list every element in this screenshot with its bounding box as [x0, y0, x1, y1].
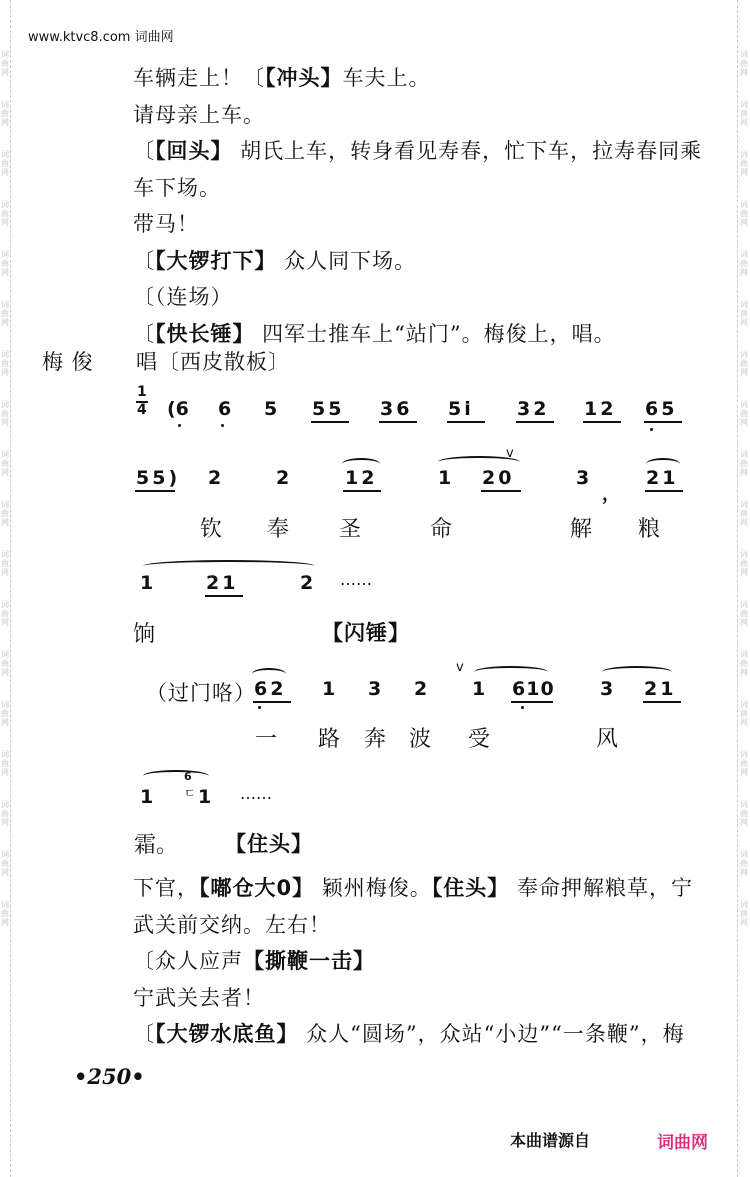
watermark-text: 词 曲 网 — [740, 650, 748, 677]
note-r5-2: 1 — [198, 786, 212, 808]
continuation: …… — [340, 570, 372, 589]
note-r4-4: 2 — [414, 678, 428, 700]
note-r2-7: 3 — [576, 467, 590, 489]
watermark-text: 词 曲 网 — [740, 750, 748, 777]
text-run: 〔 — [133, 1022, 155, 1046]
note-r4-3: 3 — [368, 678, 382, 700]
lyric-char: 命 — [430, 517, 453, 542]
note-r2-3: 2 — [276, 467, 290, 489]
beam — [583, 421, 621, 423]
watermark-text: 词 曲 网 — [1, 850, 9, 877]
grace-note: 6 — [184, 770, 192, 783]
beam — [379, 421, 417, 423]
note-r4-7: 3 — [600, 678, 614, 700]
watermark-text: 词 曲 网 — [1, 400, 9, 427]
page-number: •250• — [74, 1064, 145, 1089]
watermark-text: 词 曲 网 — [1, 800, 9, 827]
text-run: 武关前交纳。左右！ — [133, 912, 331, 937]
note-r1-6: 5i — [448, 398, 474, 420]
text-run: 车辆走上！〔 — [133, 66, 265, 90]
note-r4-2: 1 — [322, 678, 336, 700]
watermark-text: 词 曲 网 — [740, 450, 748, 477]
lyric-char: 风 — [596, 727, 619, 752]
text-run: 四军士推车上“站门”。梅俊上，唱。 — [254, 321, 616, 346]
text-run: 〔（连场） — [133, 285, 233, 309]
watermark-text: 词 曲 网 — [740, 100, 748, 127]
text-run: 下官， — [133, 876, 199, 900]
low-octave-dot — [258, 706, 261, 709]
lyric-char: 粮 — [638, 517, 661, 542]
text-run: 带马！ — [133, 212, 199, 236]
beam — [481, 490, 521, 492]
watermark-text: 词 曲 网 — [740, 250, 748, 277]
text-run: 众人同下场。 — [276, 248, 417, 273]
beam — [343, 490, 381, 492]
lyric-char: 霜。 — [134, 833, 179, 858]
watermark-text: 词 曲 网 — [1, 450, 9, 477]
watermark-text: 词 曲 网 — [1, 750, 9, 777]
percussion-cue: 【住头】 — [225, 832, 313, 856]
note-r1-9: 65 — [645, 398, 678, 420]
note-r4-5: 1 — [472, 678, 486, 700]
watermark-text: 词 曲 网 — [740, 600, 748, 627]
text-run: 胡氏上车，转身看见寿春，忙下车，拉寿春同乘 — [232, 139, 703, 163]
watermark-text: 词 曲 网 — [1, 650, 9, 677]
watermark-text: 词 曲 网 — [1, 100, 9, 127]
watermark-text: 词 曲 网 — [740, 800, 748, 827]
percussion-cue: 【回头】 — [155, 139, 233, 163]
text-run: 车夫上。 — [342, 66, 431, 90]
beam — [311, 421, 349, 423]
watermark-text: 词 曲 网 — [1, 250, 9, 277]
note-r3-2: 21 — [206, 572, 239, 594]
percussion-cue: 【嘟仓大0】 — [199, 876, 315, 900]
interlude-label: （过门咯） — [146, 681, 256, 705]
text-run: 车下场。 — [133, 175, 221, 200]
speaker-name: 梅 俊 — [42, 350, 94, 374]
watermark-text: 词 曲 网 — [740, 400, 748, 427]
low-octave-dot — [650, 428, 653, 431]
text-run: 请母亲上车。 — [133, 102, 265, 127]
beam — [516, 421, 554, 423]
beam — [447, 421, 485, 423]
note-r1-2: 6 — [218, 398, 232, 420]
slur — [143, 560, 315, 572]
watermark-text: 词 曲 网 — [740, 300, 748, 327]
watermark-text: 词 曲 网 — [1, 550, 9, 577]
note-r1-5: 36 — [380, 398, 413, 420]
beam — [135, 490, 175, 492]
note-r2-1: 55) — [136, 467, 181, 489]
watermark-text: 词 曲 网 — [1, 350, 9, 377]
note-r1-7: 32 — [517, 398, 550, 420]
watermark-text: 词 曲 网 — [740, 500, 748, 527]
slur — [474, 666, 548, 678]
watermark-text: 词 曲 网 — [740, 900, 748, 927]
brand-logo-text: 词曲网 — [657, 1133, 708, 1153]
beam — [644, 421, 682, 423]
note-r2-6: 20 — [482, 467, 515, 489]
text-run: 〔 — [133, 248, 155, 273]
watermark-text: 词 曲 网 — [1, 300, 9, 327]
watermark-text: 词 曲 网 — [1, 500, 9, 527]
lyric-char: 奔 — [364, 727, 387, 752]
text-run: 〔 — [133, 321, 155, 346]
breath-mark: v — [506, 446, 514, 461]
note-r4-1: 62 — [254, 678, 287, 700]
slur — [143, 770, 209, 782]
text-line — [133, 909, 331, 939]
continuation: …… — [240, 784, 272, 803]
note-r4-8: 21 — [644, 678, 677, 700]
watermark-text: 词 曲 网 — [740, 200, 748, 227]
time-signature-top: 1 — [137, 384, 147, 400]
percussion-cue: 【撕鞭一击】 — [243, 949, 375, 973]
site-header: www.ktvc8.com 词曲网 — [28, 30, 174, 45]
text-line — [133, 982, 265, 1012]
percussion-cue: 【冲头】 — [265, 66, 343, 90]
breath-mark: v — [456, 660, 464, 675]
text-run: 颖州梅俊。 — [314, 876, 432, 900]
text-line — [133, 945, 375, 975]
low-octave-dot — [178, 424, 181, 427]
text-line — [133, 872, 693, 902]
slur — [602, 666, 672, 678]
percussion-cue: 【大锣水底鱼】 — [155, 1022, 299, 1046]
watermark-text: 词 曲 网 — [740, 350, 748, 377]
percussion-cue: 【闪锤】 — [322, 621, 410, 645]
watermark-text: 词 曲 网 — [740, 50, 748, 77]
watermark-text: 词 曲 网 — [740, 150, 748, 177]
singing-cue: 唱〔西皮散板〕 — [136, 350, 290, 374]
beam — [643, 701, 681, 703]
beam — [645, 490, 683, 492]
note-r1-1: (6 — [167, 398, 189, 420]
beam — [205, 595, 243, 597]
note-r3-3: 2 — [300, 572, 314, 594]
low-octave-dot — [221, 424, 224, 427]
percussion-cue: 【住头】 — [431, 876, 510, 900]
lyric-char: 一 — [255, 727, 278, 752]
time-signature-bottom: 4 — [137, 402, 147, 418]
lyric-char: 圣 — [339, 517, 362, 542]
note-r2-5: 1 — [438, 467, 452, 489]
note-r5-1: 1 — [140, 786, 154, 808]
text-run: 〔众人应声 — [133, 949, 243, 973]
grace-hook: ㄷ — [184, 786, 196, 800]
note-r1-4: 55 — [312, 398, 345, 420]
beam — [253, 701, 291, 703]
note-r1-8: 12 — [584, 398, 617, 420]
percussion-cue: 【大锣打下】 — [155, 248, 277, 273]
lyric-char: 路 — [318, 727, 341, 752]
note-r2-4: 12 — [345, 467, 378, 489]
lyric-char: 解 — [570, 517, 593, 542]
text-run: 奉命押解粮草，宁 — [509, 876, 693, 900]
percussion-cue: 【快长锤】 — [155, 321, 255, 346]
note-r2-2: 2 — [208, 467, 222, 489]
watermark-text: 词 曲 网 — [740, 700, 748, 727]
lyric-char: 饷 — [133, 622, 156, 647]
lyric-char: 波 — [409, 727, 432, 752]
text-run: 众人“圆场”，众站“小边”“一条鞭”，梅 — [298, 1022, 685, 1046]
watermark-text: 词 曲 网 — [1, 900, 9, 927]
note-r1-3: 5 — [264, 398, 278, 420]
text-run: 宁武关去者！ — [133, 985, 265, 1010]
watermark-text: 词 曲 网 — [1, 150, 9, 177]
watermark-text: 词 曲 网 — [740, 550, 748, 577]
watermark-text: 词 曲 网 — [1, 200, 9, 227]
watermark-text: 词 曲 网 — [1, 600, 9, 627]
note-r3-1: 1 — [140, 572, 154, 594]
text-line — [133, 1018, 685, 1048]
text-run: 〔 — [133, 139, 155, 163]
lyric-char: 奉 — [267, 517, 290, 542]
source-label: 本曲谱源自 — [510, 1131, 591, 1150]
watermark-text: 词 曲 网 — [1, 700, 9, 727]
note-r2-8: 21 — [646, 467, 679, 489]
low-octave-dot — [521, 706, 524, 709]
lyric-char: 受 — [468, 727, 491, 752]
watermark-text: 词 曲 网 — [740, 850, 748, 877]
watermark-text: 词 曲 网 — [1, 50, 9, 77]
lyric-char: 钦 — [200, 517, 223, 542]
phrase-comma: ， — [602, 484, 620, 505]
beam — [511, 701, 553, 703]
note-r4-6: 610 — [512, 678, 555, 700]
